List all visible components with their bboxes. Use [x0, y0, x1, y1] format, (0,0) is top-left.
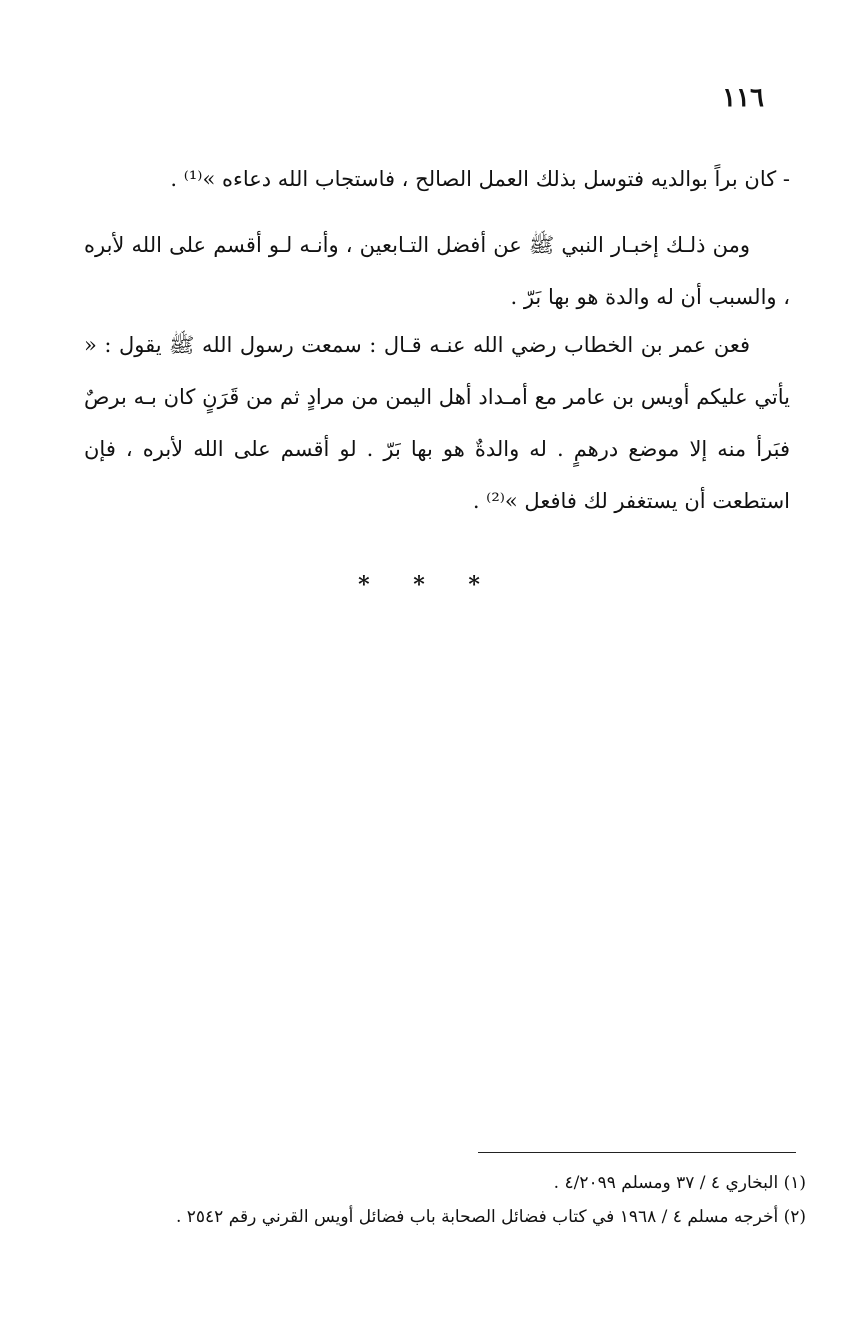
footnotes: [84, 1166, 806, 1234]
footnote-1: (١) البخاري ٤ / ٣٧ ومسلم ٤/٢٠٩٩ .: [553, 1173, 806, 1193]
footnote-2: (٢) أخرجه مسلم ٤ / ١٩٦٨ في كتاب فضائل الصحابة باب فضائل أويس القرني رقم ٢٥٤٢ .: [175, 1207, 806, 1227]
footnote-rule: [478, 1152, 796, 1153]
paragraph-3: فعن عمر بن الخطاب رضي الله عنـه قـال : سمعت رسول الله ﷺ يقول : « يأتي عليكم أويس بن عامر مع أمـداد أهل اليمن من مرادٍ ثم من قَرَنٍ كان بـه برصٌ فبَرأ منه إلا موضع درهمٍ . له والدةٌ هو بها بَرّ . لو أقسم على الله لأبره ، فإن استطعت أن يستغفر لك فافعل »⁽²⁾ .: [84, 333, 790, 513]
paragraph-2: ومن ذلـك إخبـار النبي ﷺ عن أفضل التـابعين ، وأنـه لـو أقسم على الله لأبره ، والسبب أن له والدة هو بها بَرّ .: [84, 233, 790, 309]
section-separator: * * *: [358, 572, 498, 598]
page-number: ١١٦: [722, 83, 764, 113]
paragraph-1: - كان براً بوالديه فتوسل بذلك العمل الصالح ، فاستجاب الله دعاءه »⁽¹⁾ .: [170, 167, 790, 191]
